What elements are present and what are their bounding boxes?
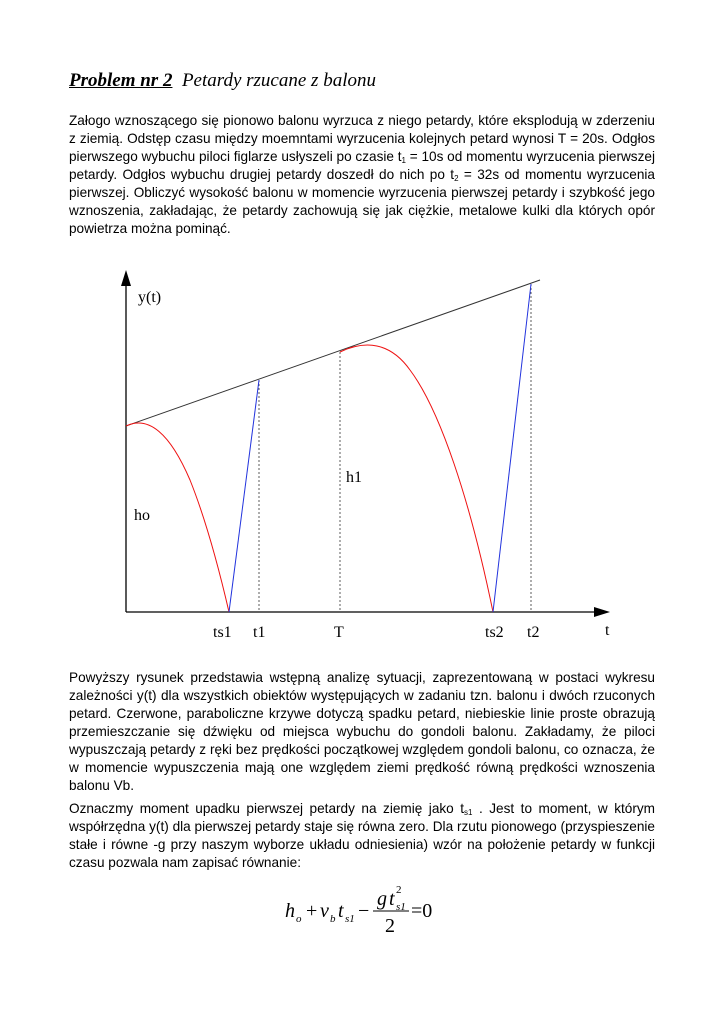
eq-t: t bbox=[338, 900, 344, 922]
notation-part-1: Oznaczmy moment upadku pierwszej petardy na ziemię jako t bbox=[69, 801, 465, 816]
tick-t2: t2 bbox=[527, 624, 540, 641]
tick-ts1: ts1 bbox=[213, 624, 232, 641]
eq-v: v bbox=[320, 900, 329, 922]
problem-name: Petardy rzucane z balonu bbox=[181, 70, 376, 91]
tick-ts2: ts2 bbox=[485, 624, 504, 641]
eq-equals-zero: =0 bbox=[411, 900, 433, 922]
h0-label: ho bbox=[134, 507, 150, 524]
statement-part-3: = 32s od momentu wyrzucenia pierwszej. Obliczyć wysokość balonu w momencie wyrzucenia pierwszej petardy i szybkość jego wznoszenia, zakładając, że petardy zachowują się jak ciężkie, metalowe kulki dla których opór powietrza można pominąć. bbox=[69, 167, 655, 236]
statement-part-1: Załogo wznoszącego się pionowo balonu wyrzuca z niego petardy, które eksplodują w zderzeniu z ziemią. Odstęp czasu między moemntami wyrzucenia kolejnych petard wynosi T = 20s. Odgłos pierwszego wybuchu piloci figlarze usłyszeli po czasie t bbox=[69, 113, 655, 164]
eq-g: g bbox=[377, 888, 387, 910]
eq-denominator: 2 bbox=[385, 915, 395, 937]
tick-t1: t1 bbox=[253, 624, 266, 641]
eq-minus: − bbox=[358, 900, 370, 922]
x-axis-label: t bbox=[605, 622, 610, 639]
equation bbox=[285, 880, 445, 940]
eq-t-sub: s1 bbox=[345, 913, 355, 925]
eq-tn-sub: s1 bbox=[396, 901, 406, 913]
statement-part-2: = 10s od momentu wyrzucenia pierwszej petardy. Odgłos wybuchu drugiej petardy doszedł do nich po t bbox=[69, 149, 655, 182]
description-paragraph: Powyższy rysunek przedstawia wstępną analizę sytuacji, zaprezentowaną w postaci wykresu zależności y(t) dla wszystkich obiektów występujących w zadaniu tzn. balonu i dwóch rzuconych petard. Czerwone, paraboliczne krzywe dotyczą spadku petard, niebieskie linie proste obrazują przemieszczanie się dźwięku od miejsca wybuchu do gondoli balonu. Zakładamy, że piloci wypuszczają petardy z ręki bez prędkości początkowej względem gondoli balonu, co oznacza, że w momencie wypuszczenia mają one względem ziemi prędkość równą prędkości wznoszenia balonu Vb. bbox=[69, 670, 655, 793]
notation-part-2: . Jest to moment, w którym współrzędna y(t) dla pierwszej petardy staje się równa zero. Dla rzutu pionowego (przyspieszenie stałe i równe -g przy naszym wyborze układu odniesienia) wzór na położenie petardy w funkcji czasu pozwala nam zapisać równanie: bbox=[69, 801, 655, 870]
y-axis-label: y(t) bbox=[138, 289, 162, 306]
eq-h: h bbox=[285, 900, 295, 922]
sound-1-line bbox=[229, 380, 259, 612]
subscript-2: 2 bbox=[454, 174, 459, 183]
y-axis-arrow bbox=[121, 270, 131, 286]
eq-tn-sup: 2 bbox=[396, 884, 402, 896]
eq-v-sub: b bbox=[330, 913, 336, 925]
eq-h-sub: o bbox=[296, 913, 302, 925]
h1-label: h1 bbox=[346, 469, 362, 486]
tick-T: T bbox=[334, 624, 344, 641]
problem-number: Problem nr 2 bbox=[69, 70, 173, 91]
subscript-1: 1 bbox=[401, 156, 406, 165]
x-axis-arrow bbox=[594, 607, 610, 617]
sound-2-line bbox=[493, 284, 531, 612]
eq-tn: t bbox=[389, 888, 395, 910]
balloon-line bbox=[126, 280, 540, 426]
notation-paragraph bbox=[69, 800, 655, 872]
petard-2-trajectory bbox=[340, 345, 493, 612]
subscript-s1: s1 bbox=[464, 808, 473, 817]
eq-plus: + bbox=[306, 900, 318, 922]
